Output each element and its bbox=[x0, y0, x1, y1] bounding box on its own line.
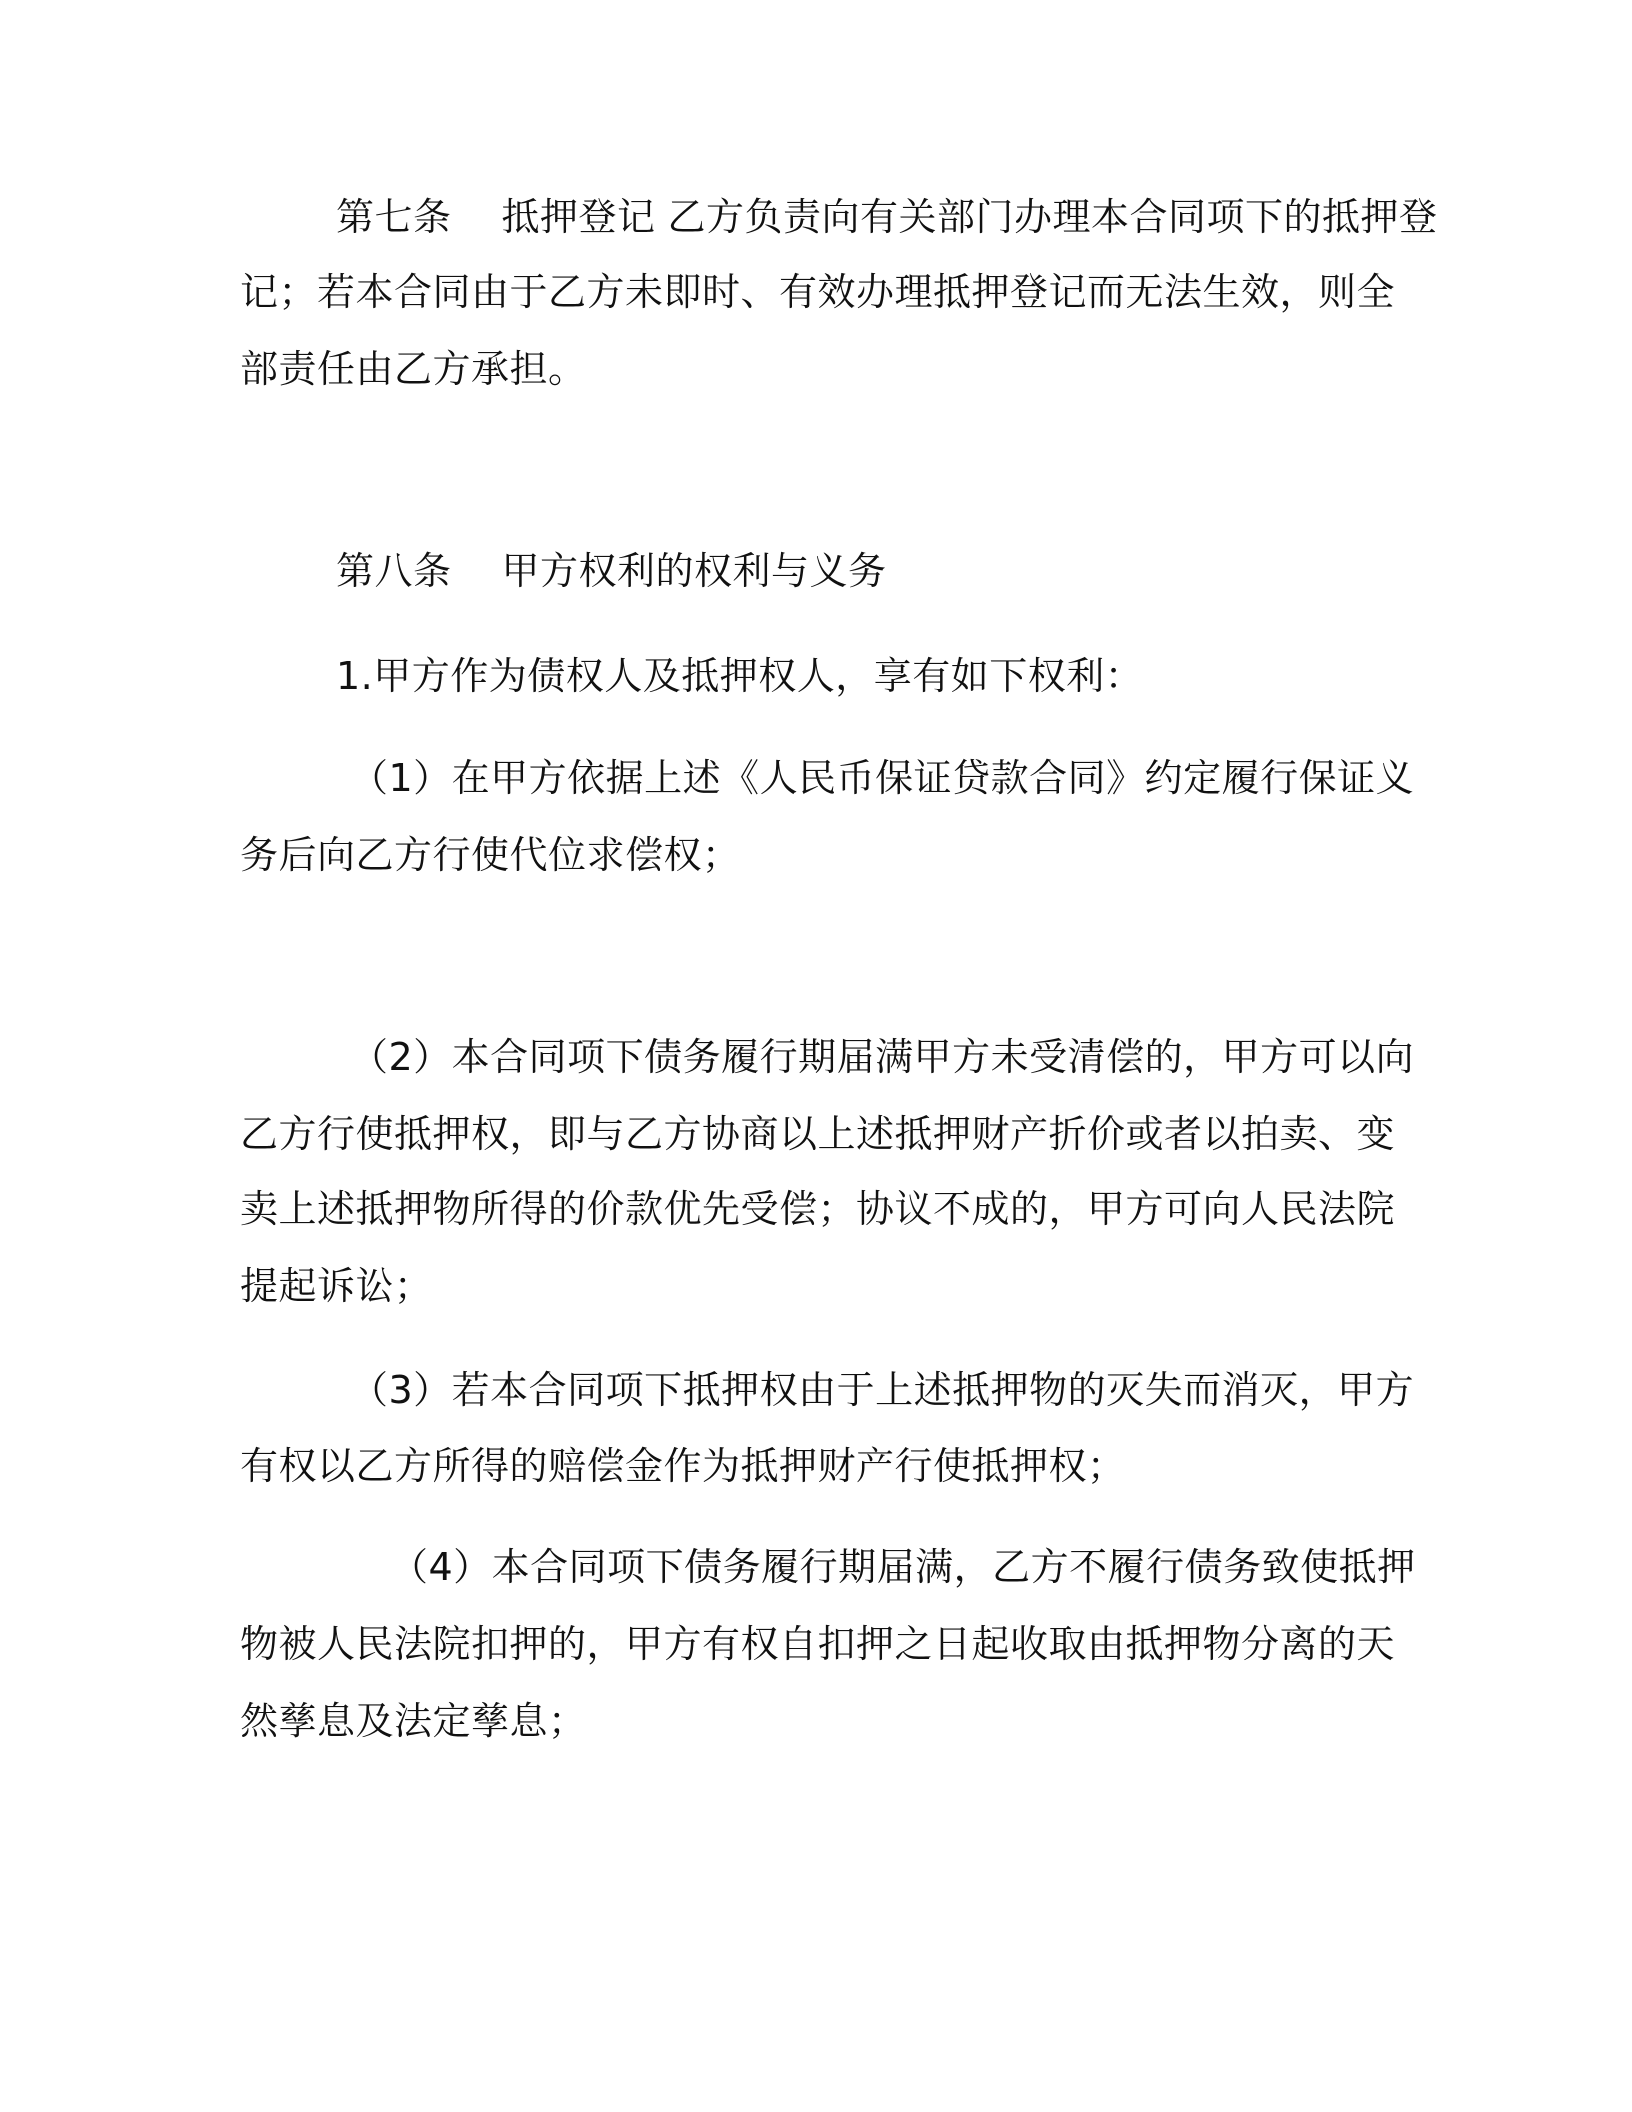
article8-title: 甲方权利的权利与义务 bbox=[501, 549, 887, 593]
article8-item1: 1.甲方作为债权人及抵押权人，享有如下权利： bbox=[336, 654, 1144, 698]
article7-line3: 部责任由乙方承担。 bbox=[240, 347, 587, 391]
article7-heading: 第七条 bbox=[336, 195, 452, 239]
article8-sub4-line3: 然孳息及法定孳息； bbox=[240, 1699, 587, 1743]
article8-sub4-line2: 物被人民法院扣押的，甲方有权自扣押之日起收取由抵押物分离的天 bbox=[240, 1622, 1396, 1666]
article8-sub3-line2: 有权以乙方所得的赔偿金作为抵押财产行使抵押权； bbox=[240, 1444, 1126, 1488]
article8-heading: 第八条 bbox=[336, 549, 452, 593]
article8-sub3-line1: （3）若本合同项下抵押权由于上述抵押物的灭失而消灭，甲方 bbox=[350, 1368, 1415, 1412]
article7-text: 乙方负责向有关部门办理本合同项下的抵押登 bbox=[667, 195, 1438, 239]
article8-sub4-line1: （4）本合同项下债务履行期届满，乙方不履行债务致使抵押 bbox=[390, 1545, 1416, 1589]
article8-heading-line bbox=[336, 547, 1486, 595]
article8-sub1-line1: （1）在甲方依据上述《人民币保证贷款合同》约定履行保证义 bbox=[350, 756, 1415, 800]
article8-sub1-line2: 务后向乙方行使代位求偿权； bbox=[240, 833, 741, 877]
article7-title: 抵押登记 bbox=[501, 195, 656, 239]
article8-sub2-line3: 卖上述抵押物所得的价款优先受偿；协议不成的，甲方可向人民法院 bbox=[240, 1187, 1396, 1231]
article8-sub2-line2: 乙方行使抵押权，即与乙方协商以上述抵押财产折价或者以拍卖、变 bbox=[240, 1112, 1396, 1156]
article7-line2: 记；若本合同由于乙方未即时、有效办理抵押登记而无法生效，则全 bbox=[240, 270, 1396, 314]
article8-sub2-line4: 提起诉讼； bbox=[240, 1264, 433, 1308]
article8-sub2-line1: （2）本合同项下债务履行期届满甲方未受清偿的，甲方可以向 bbox=[350, 1035, 1415, 1079]
article7-line1 bbox=[336, 193, 1486, 241]
